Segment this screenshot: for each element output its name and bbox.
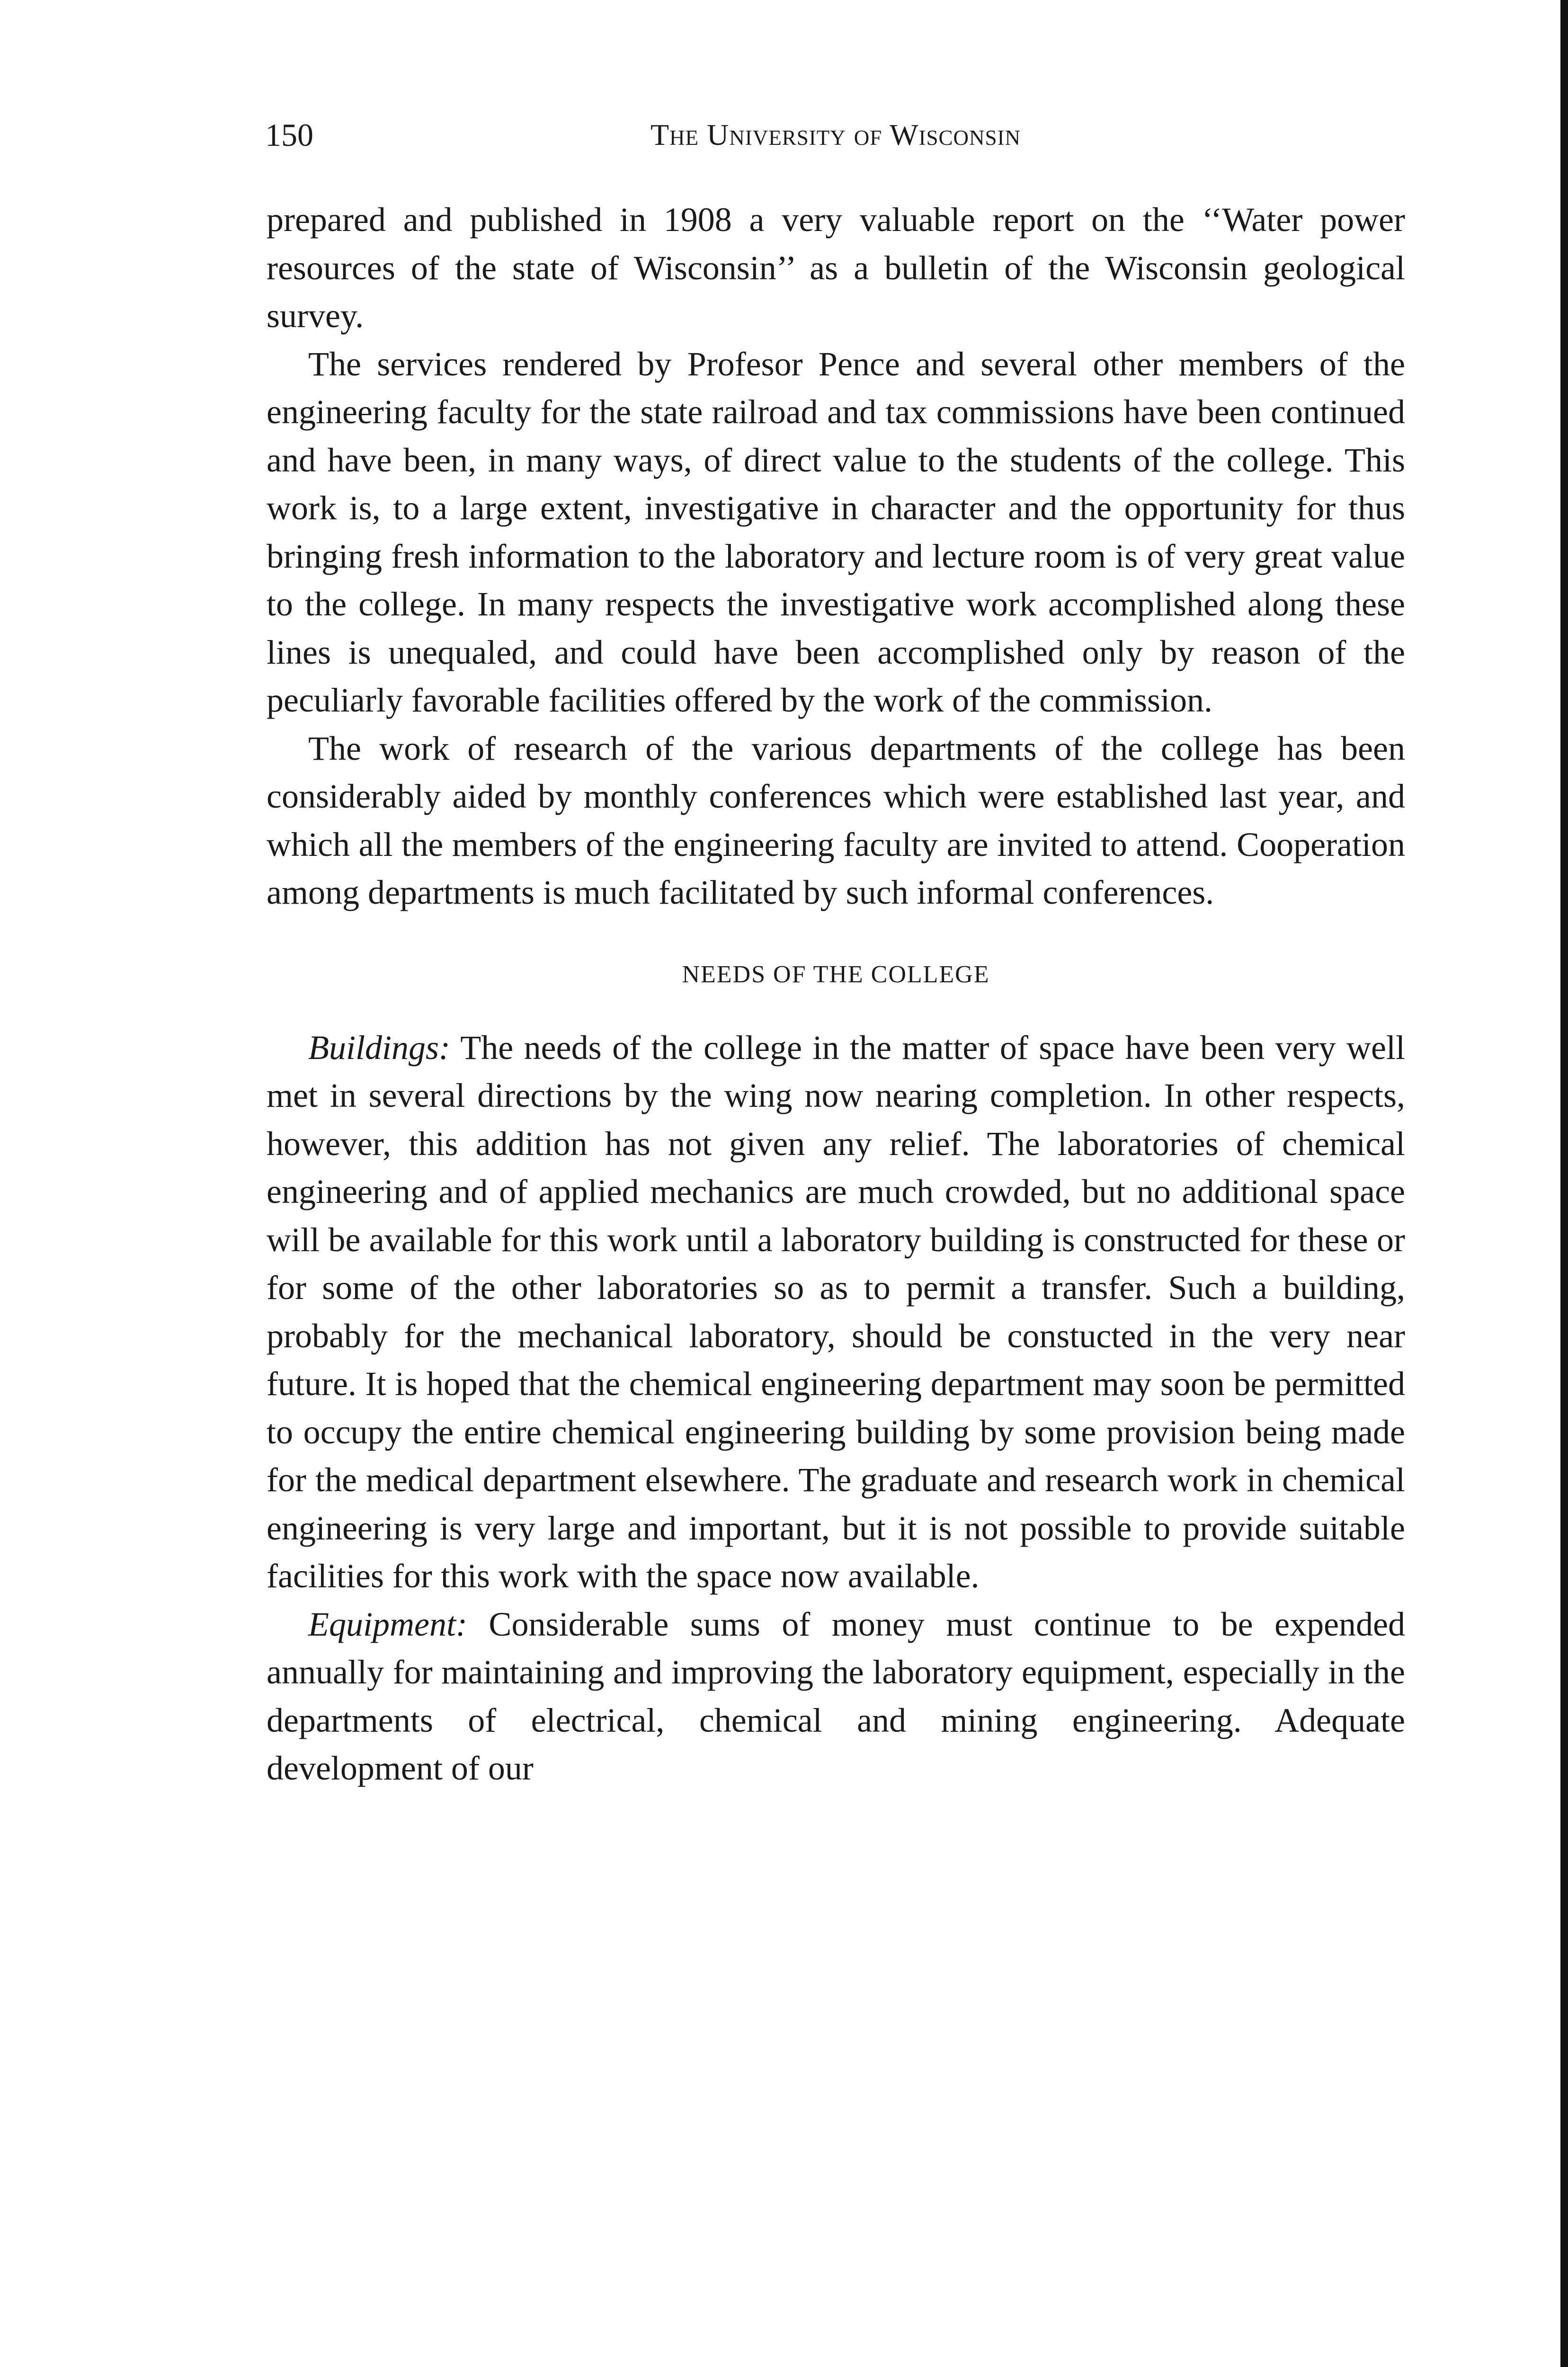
paragraph-report-continuation: prepared and published in 1908 a very valuable report on the ‘‘Water power resources of the state of Wisconsin’’ as a bulletin of the Wisconsin geological survey.	[267, 201, 1405, 335]
page-number: 150	[265, 117, 313, 153]
page-body	[267, 196, 1405, 1793]
scan-border	[1560, 0, 1568, 2367]
section-heading: NEEDS OF THE COLLEGE	[682, 961, 990, 988]
page-header	[265, 109, 1406, 161]
running-title: The University of Wisconsin	[650, 118, 1021, 151]
equipment-label: Equipment:	[308, 1605, 467, 1643]
equipment-text: Considerable sums of money must continue to be expended annually for maintaining and improving the laboratory equipment, especially in the departments of electrical, chemical and mining engineering. Adequate development of our	[267, 1605, 1405, 1787]
paragraph-buildings	[267, 1024, 1405, 1601]
paragraph-faculty-services: The services rendered by Profesor Pence and several other members of the engineering faculty for the state railroad and tax commissions have been continued and have been, in many ways, of direct value to the students of the college. This work is, to a large extent, investigative in character and the opportunity for thus bringing fresh information to the laboratory and lecture room is of very great value to the college. In many respects the investigative work accomplished along these lines is unequaled, and could have been accomplished only by reason of the peculiarly favorable facilities offered by the work of the commission.	[267, 345, 1405, 719]
paragraph-equipment	[267, 1601, 1405, 1793]
paragraph-research-conferences: The work of research of the various departments of the college has been considerably aided by monthly conferences which were established last year, and which all the members of the engineering faculty are invited to attend. Cooperation among departments is much facilitated by such informal conferences.	[267, 729, 1405, 911]
buildings-label: Buildings:	[308, 1028, 450, 1067]
buildings-text: The needs of the college in the matter of space have been very well met in several directions by the wing now nearing completion. In other respects, however, this addition has not given any relief. The laboratories of chemical engineering and of applied mechanics are much crowded, but no additional space will be available for this work until a laboratory building is constructed for these or for some of the other laboratories so as to permit a transfer. Such a building, probably for the mechanical laboratory, should be constucted in the very near future. It is hoped that the chemical engineering department may soon be permitted to occupy the entire chemical engineering building by some provision being made for the medical department elsewhere. The graduate and research work in chemical engineering is very large and important, but it is not possible to provide suitable facilities for this work with the space now available.	[267, 1028, 1405, 1595]
